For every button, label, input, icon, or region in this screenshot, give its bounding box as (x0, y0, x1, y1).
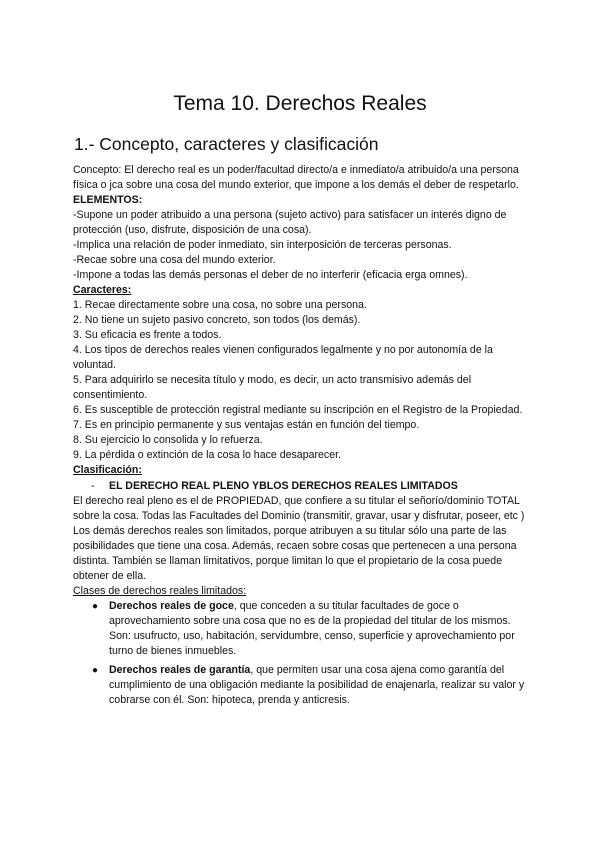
caracter-item: 4. Los tipos de derechos reales vienen configurados legalmente y no por autonomía de la voluntad. (73, 344, 493, 371)
caracter-item: 7. Es en principio permanente y sus ventajas están en función del tiempo. (73, 419, 420, 431)
list-item (73, 599, 533, 659)
elementos-item: -Impone a todas las demás personas el deber de no interferir (eficacia erga omnes). (73, 269, 468, 281)
caracter-item: 9. La pérdida o extinción de la cosa lo hace desaparecer. (73, 449, 341, 461)
caracter-item: 2. No tiene un sujeto pasivo concreto, son todos (los demás). (73, 314, 361, 326)
clase-term: Derechos reales de garantía (109, 664, 251, 676)
clasificacion-item-text: EL DERECHO REAL PLENO YBLOS DERECHOS REALES LIMITADOS (109, 480, 458, 492)
elementos-item: -Recae sobre una cosa del mundo exterior. (73, 254, 276, 266)
clasificacion-item (73, 479, 533, 494)
clase-term: Derechos reales de goce (109, 600, 234, 612)
dash-marker: - (91, 480, 95, 492)
list-item (73, 663, 533, 708)
caracter-item: 6. Es susceptible de protección registral mediante su inscripción en el Registro de la Propiedad. (73, 404, 523, 416)
document-title: Tema 10. Derechos Reales (173, 92, 427, 115)
bullet-icon: ● (92, 601, 99, 612)
clase-text: , que permiten usar una cosa ajena como garantía del cumplimiento de una obligación mediante la posibilidad de enajenarla, realizar su valor y cobrarse con él. Son: hipoteca, prenda y anticresis. (109, 664, 525, 706)
elementos-item: -Supone un poder atribuido a una persona (sujeto activo) para satisfacer un interés digno de protección (uso, disfrute, disposición de una cosa). (73, 209, 507, 236)
elementos-item: -Implica una relación de poder inmediato, sin interposición de terceras personas. (73, 239, 452, 251)
caracter-item: 3. Su eficacia es frente a todos. (73, 329, 222, 341)
clase-text: , que conceden a su titular facultades de goce o aprovechamiento sobre una cosa que no es de la propiedad del titular de los mismos. Son: usufructo, uso, habitación, servidumbre, censo, superficie y aprovechamiento por turno de bienes inmuebles. (109, 600, 515, 657)
document-body (73, 163, 533, 712)
caracter-item: 8. Su ejercicio lo consolida y lo refuerza. (73, 434, 263, 446)
bullet-icon: ● (92, 665, 99, 676)
clases-list (73, 599, 533, 708)
limitados-paragraph: Los demás derechos reales son limitados, porque atribuyen a su titular sólo una parte de las posibilidades que tiene una cosa. Además, recaen sobre cosas que pertenecen a una persona distinta. También se llaman limitativos, porque limitan lo que el propietario de la cosa puede obtener de ella. (73, 525, 517, 582)
clases-heading: Clases de derechos reales limitados: (73, 585, 247, 597)
section-heading: 1.- Concepto, caracteres y clasificación (74, 134, 379, 154)
pleno-paragraph: El derecho real pleno es el de PROPIEDAD, que confiere a su titular el señorío/dominio TOTAL sobre la cosa. Todas las Facultades del Dominio (transmitir, gravar, usar y disfrutar, poseer, etc ) (73, 495, 525, 522)
elementos-heading: ELEMENTOS: (73, 194, 143, 206)
clasificacion-heading: Clasificación: (73, 464, 142, 476)
caracter-item: 1. Recae directamente sobre una cosa, no sobre una persona. (73, 299, 367, 311)
caracteres-heading: Caracteres: (73, 284, 132, 296)
concepto-paragraph: Concepto: El derecho real es un poder/facultad directo/a e inmediato/a atribuido/a una persona física o jca sobre una cosa del mundo exterior, que impone a los demás el deber de respetarlo. (73, 164, 519, 191)
caracter-item: 5. Para adquirirlo se necesita título y modo, es decir, un acto transmisivo además del consentimiento. (73, 374, 472, 401)
